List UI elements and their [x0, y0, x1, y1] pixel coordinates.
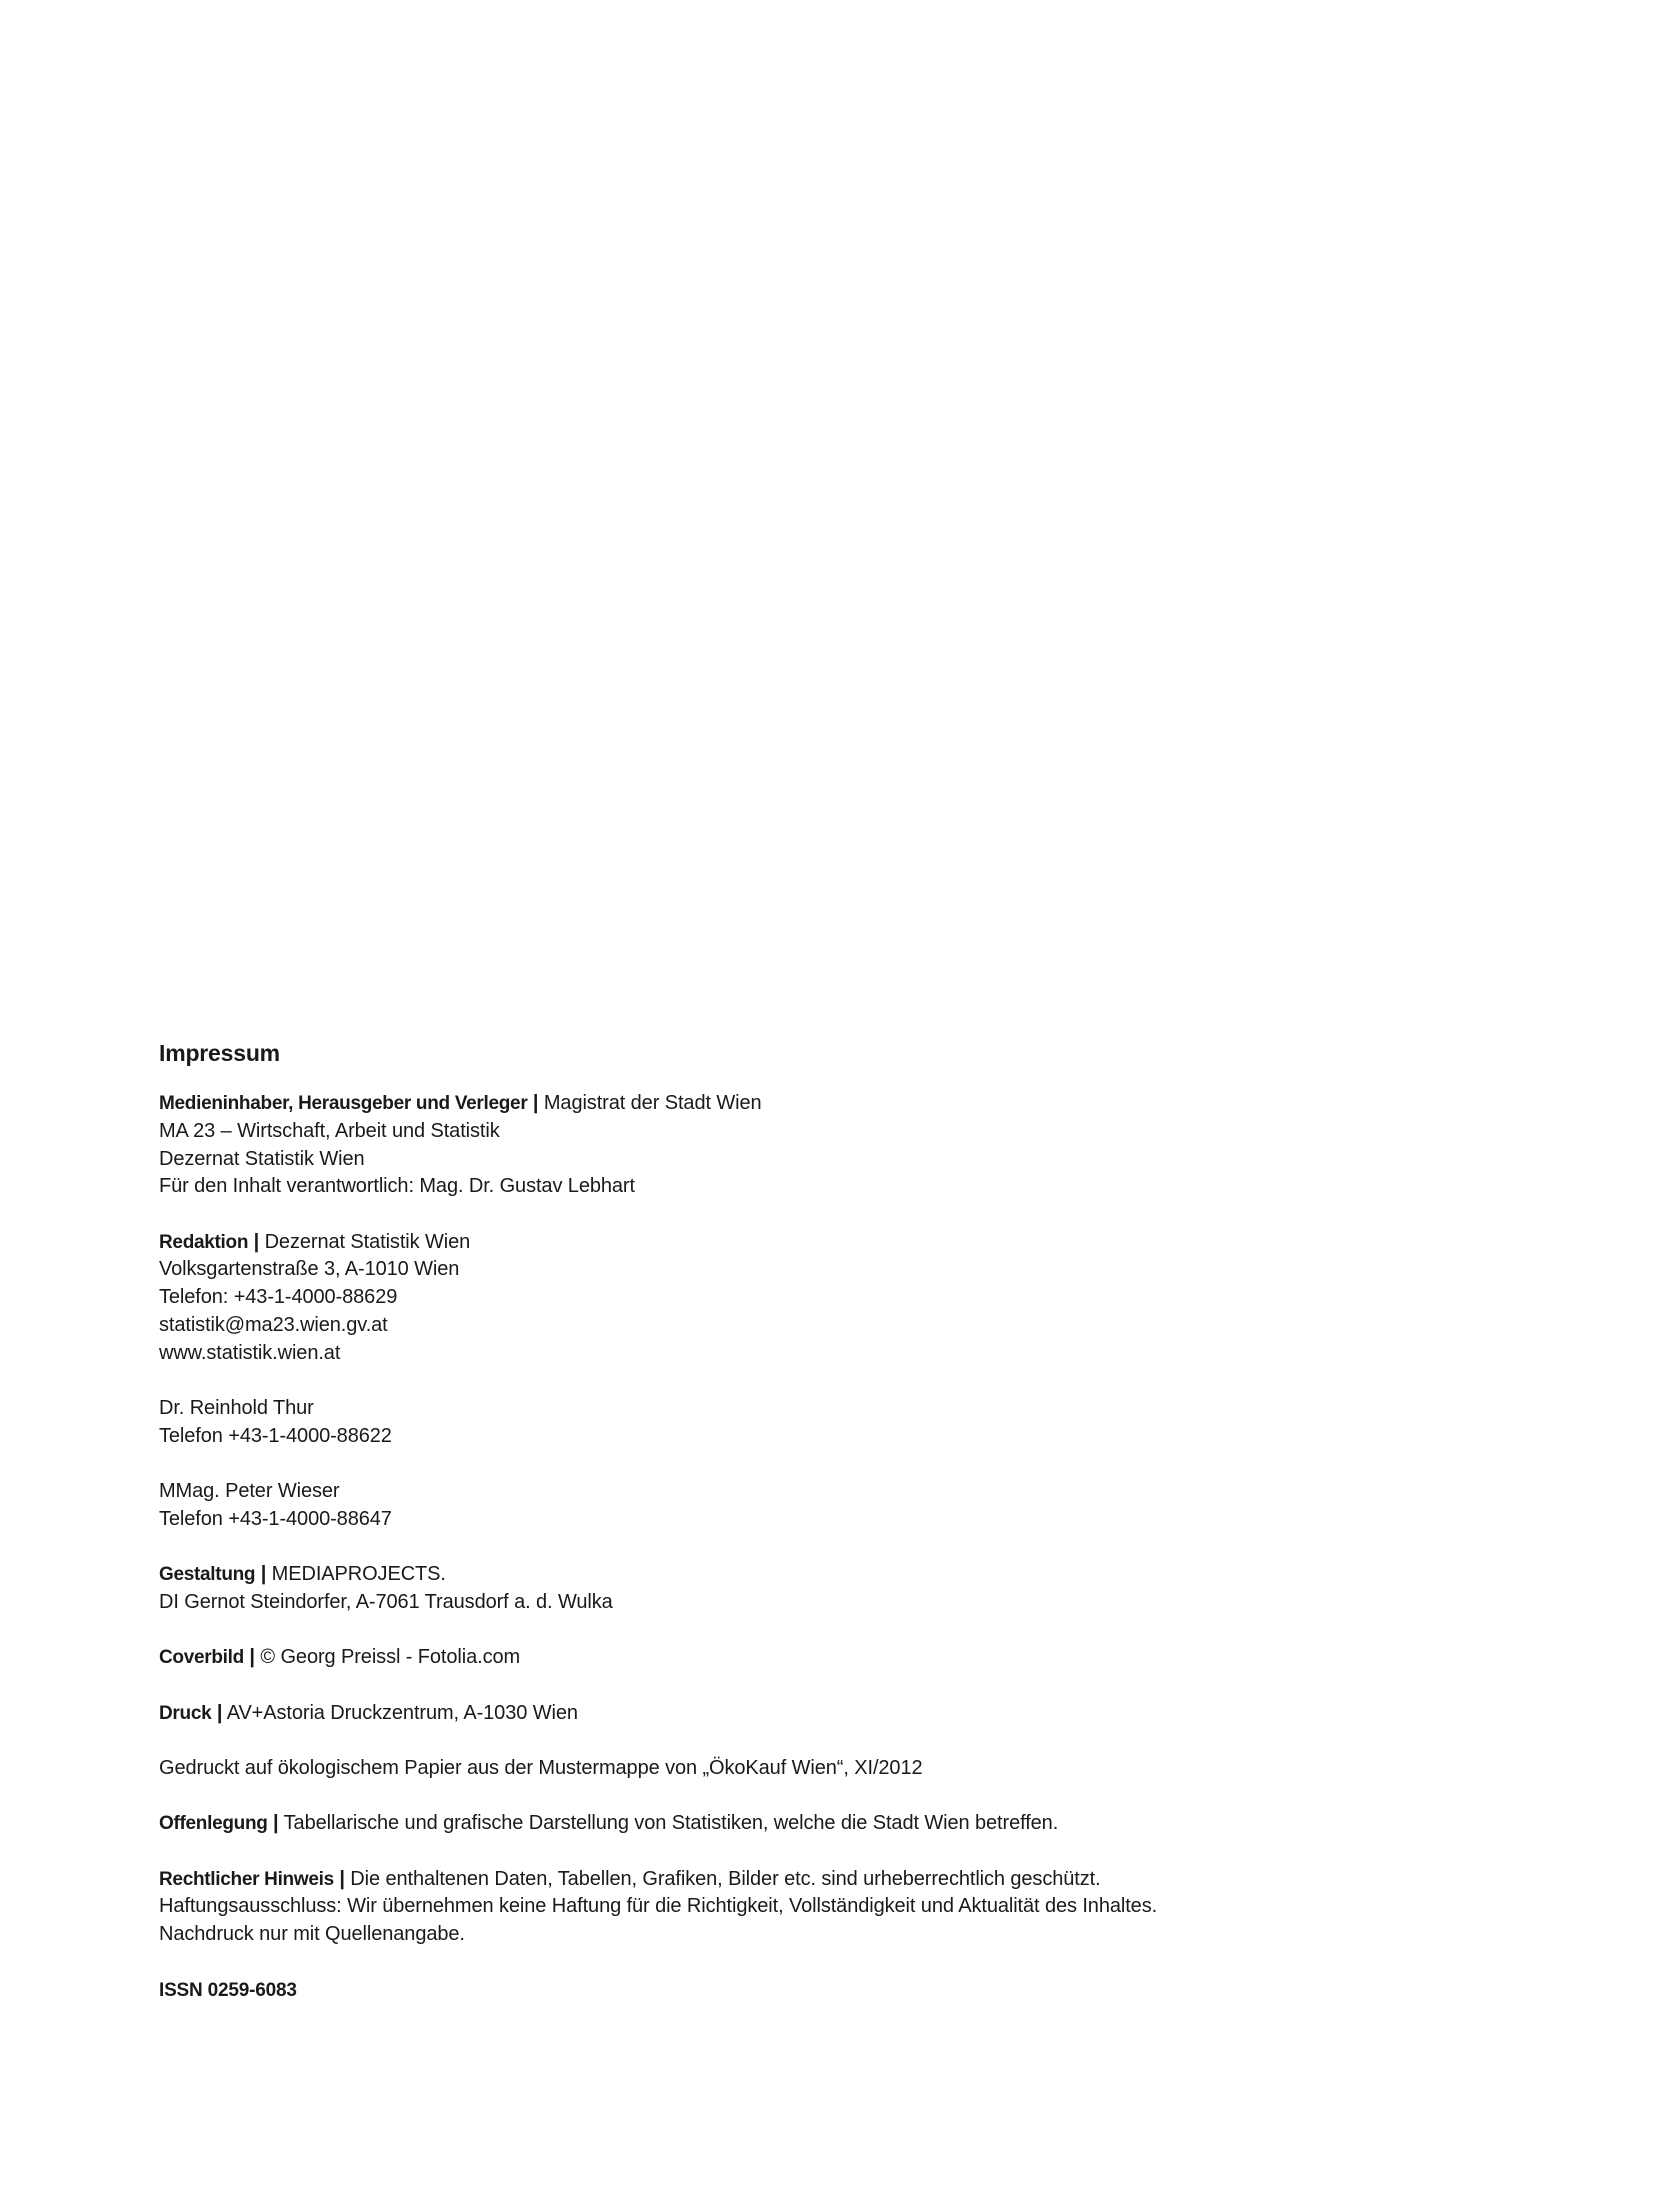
redaktion-website: www.statistik.wien.at — [159, 1341, 341, 1364]
hinweis-value: Die enthaltenen Daten, Tabellen, Grafiken, Bilder etc. sind urheberrechtlich geschützt. — [350, 1867, 1101, 1890]
hinweis-first-line — [159, 1866, 1559, 1894]
impressum-title: Impressum — [159, 1040, 280, 1066]
medieninhaber-line: MA 23 – Wirtschaft, Arbeit und Statistik — [159, 1119, 500, 1142]
separator: | — [249, 1646, 255, 1669]
hinweis-line: Haftungsausschluss: Wir übernehmen keine Haftung für die Richtigkeit, Vollständigkeit und Aktualität des Inhaltes. — [159, 1895, 1158, 1918]
druck-value: AV+Astoria Druckzentrum, A-1030 Wien — [226, 1701, 578, 1724]
gestaltung-label: Gestaltung — [159, 1564, 256, 1586]
hinweis-line: Nachdruck nur mit Quellenangabe. — [159, 1923, 465, 1946]
separator: | — [216, 1701, 223, 1724]
offenlegung-block — [159, 1810, 1559, 1838]
separator: | — [253, 1230, 260, 1253]
gestaltung-line: DI Gernot Steindorfer, A-7061 Trausdorf a. d. Wulka — [159, 1591, 613, 1614]
coverbild-label: Coverbild — [159, 1647, 244, 1669]
issn: ISSN 0259-6083 — [159, 1979, 297, 2001]
separator: | — [260, 1563, 267, 1586]
offenlegung-label: Offenlegung — [159, 1813, 268, 1835]
coverbild-block — [159, 1644, 1559, 1672]
druck-line — [159, 1700, 1559, 1728]
redaktion-value: Dezernat Statistik Wien — [264, 1230, 471, 1253]
medieninhaber-label: Medieninhaber, Herausgeber und Verleger — [159, 1093, 528, 1114]
druck-block — [159, 1700, 1559, 1728]
separator: | — [273, 1812, 279, 1835]
contact-name: MMag. Peter Wieser — [159, 1480, 340, 1503]
coverbild-line — [159, 1644, 1559, 1672]
gestaltung-first-line — [159, 1561, 1559, 1589]
medieninhaber-line: Für den Inhalt verantwortlich: Mag. Dr. Gustav Lebhart — [159, 1175, 635, 1198]
redaktion-address: Volksgartenstraße 3, A-1010 Wien — [159, 1258, 460, 1281]
hinweis-label: Rechtlicher Hinweis — [159, 1868, 334, 1890]
redaktion-email: statistik@ma23.wien.gv.at — [159, 1314, 388, 1337]
medieninhaber-first-line — [159, 1090, 1559, 1118]
medieninhaber-value: Magistrat der Stadt Wien — [543, 1092, 762, 1114]
gestaltung-block — [159, 1561, 1559, 1617]
papier-line: Gedruckt auf ökologischem Papier aus der Mustermappe von „ÖkoKauf Wien“, XI/2012 — [159, 1757, 923, 1780]
druck-label: Druck — [159, 1702, 212, 1724]
separator: | — [532, 1092, 539, 1114]
medieninhaber-line: Dezernat Statistik Wien — [159, 1147, 365, 1170]
medieninhaber-block — [159, 1090, 1559, 1201]
gestaltung-value: MEDIAPROJECTS. — [271, 1563, 446, 1586]
impressum-section — [159, 1038, 1559, 2032]
hinweis-block — [159, 1866, 1559, 1949]
contact-name: Dr. Reinhold Thur — [159, 1397, 314, 1420]
redaktion-phone: Telefon: +43-1-4000-88629 — [159, 1286, 398, 1309]
contact-thur-block — [159, 1395, 1559, 1451]
offenlegung-line — [159, 1810, 1559, 1838]
contact-phone: Telefon +43-1-4000-88647 — [159, 1508, 392, 1531]
contact-phone: Telefon +43-1-4000-88622 — [159, 1424, 392, 1447]
contact-wieser-block — [159, 1478, 1559, 1534]
separator: | — [339, 1867, 345, 1890]
coverbild-value: © Georg Preissl - Fotolia.com — [260, 1646, 521, 1669]
redaktion-block — [159, 1229, 1559, 1368]
papier-block — [159, 1755, 1559, 1783]
redaktion-label: Redaktion — [159, 1231, 249, 1253]
offenlegung-value: Tabellarische und grafische Darstellung von Statistiken, welche die Stadt Wien betreffen. — [283, 1812, 1059, 1835]
issn-block — [159, 1977, 1559, 2005]
redaktion-first-line — [159, 1229, 1559, 1257]
